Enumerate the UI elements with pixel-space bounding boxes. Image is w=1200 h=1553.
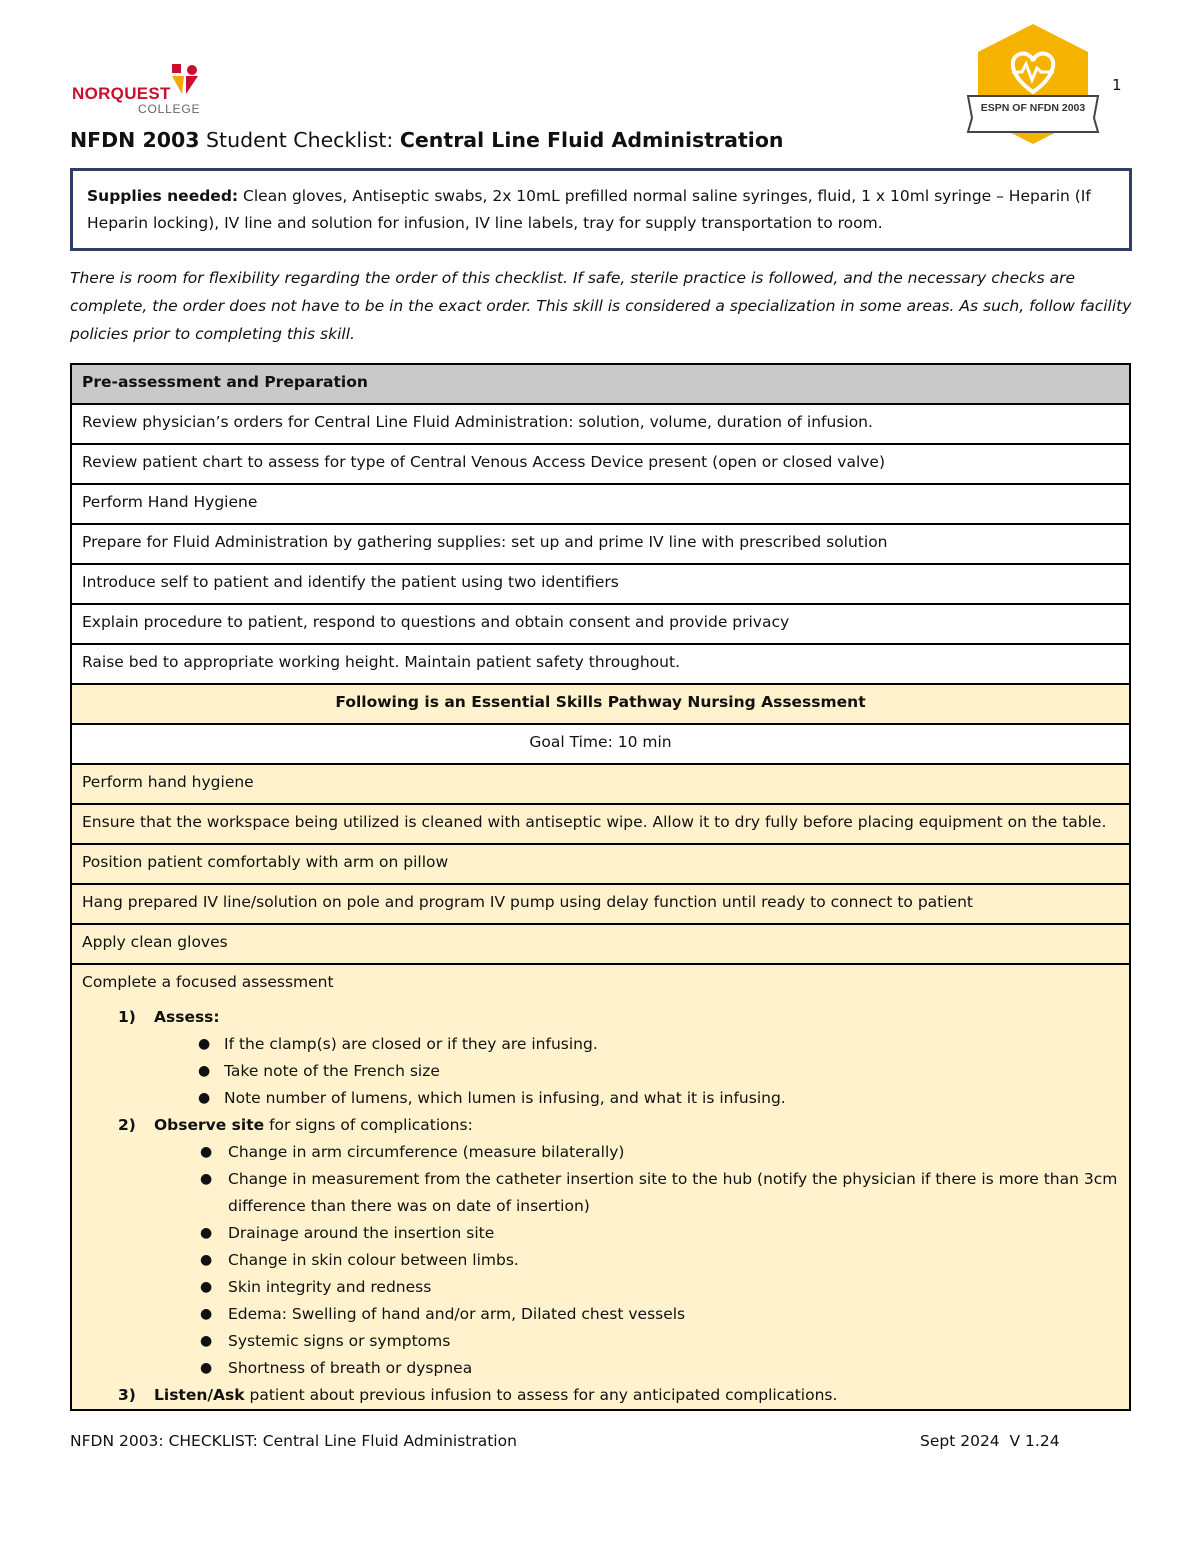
step-number: 1)	[118, 1008, 136, 1026]
bullet-icon: ●	[200, 1279, 213, 1295]
footer-version: Sept 2024 V 1.24	[920, 1432, 1060, 1450]
bullet-text: Change in skin colour between limbs.	[228, 1251, 519, 1269]
list-item	[154, 1031, 1119, 1058]
list-item	[154, 1274, 1119, 1301]
table-row	[71, 364, 1130, 404]
bullet-icon: ●	[200, 1360, 213, 1376]
table-row	[71, 564, 1130, 604]
list-item	[154, 1328, 1119, 1355]
title-middle: Student Checklist:	[199, 128, 400, 152]
title-topic: Central Line Fluid Administration	[399, 128, 784, 152]
assessment-steps	[82, 1004, 1119, 1409]
step-number: 2)	[118, 1116, 136, 1134]
list-item	[154, 1058, 1119, 1085]
checklist-table	[70, 363, 1131, 1411]
list-item	[154, 1247, 1119, 1274]
bullet-text: Change in measurement from the catheter insertion site to the hub (notify the physician if there is more than 3cm difference than there was on date of insertion)	[228, 1170, 1118, 1215]
table-row	[71, 404, 1130, 444]
bullet-icon: ●	[200, 1171, 213, 1187]
table-row	[71, 444, 1130, 484]
step-lead: Listen/Ask	[154, 1386, 245, 1404]
step-text: for signs of complications:	[264, 1116, 473, 1134]
goal-time: Goal Time: 10 min	[71, 724, 1130, 764]
list-item	[154, 1301, 1119, 1328]
checklist-item: Perform Hand Hygiene	[71, 484, 1130, 524]
footer-title: NFDN 2003: CHECKLIST: Central Line Fluid Administration	[70, 1432, 517, 1450]
table-row	[71, 604, 1130, 644]
step-text: patient about previous infusion to assess for any anticipated complications.	[244, 1386, 838, 1404]
table-row	[71, 764, 1130, 804]
list-item	[154, 1085, 1119, 1112]
page-number: 1	[1112, 76, 1122, 94]
norquest-logo	[72, 62, 207, 120]
step-lead: Assess:	[154, 1008, 220, 1026]
step-number: 3)	[118, 1386, 136, 1404]
step-lead: Observe site	[154, 1116, 265, 1134]
focused-assessment-cell	[71, 964, 1130, 1410]
table-row	[71, 924, 1130, 964]
checklist-item: Position patient comfortably with arm on pillow	[71, 844, 1130, 884]
list-item	[154, 1355, 1119, 1382]
assessment-step-1	[82, 1004, 1119, 1112]
bullet-icon: ●	[200, 1144, 213, 1160]
checklist-item: Ensure that the workspace being utilized is cleaned with antiseptic wipe. Allow it to dry fully before placing equipment on the table.	[71, 804, 1130, 844]
checklist-item: Prepare for Fluid Administration by gathering supplies: set up and prime IV line with prescribed solution	[71, 524, 1130, 564]
bullet-text: Drainage around the insertion site	[228, 1224, 495, 1242]
supplies-box	[70, 168, 1132, 251]
logo-wordmark: NORQUEST	[72, 84, 171, 103]
section-header-essential: Following is an Essential Skills Pathway Nursing Assessment	[71, 684, 1130, 724]
bullet-icon: ●	[200, 1252, 213, 1268]
intro-note: There is room for flexibility regarding the order of this checklist. If safe, sterile practice is followed, and the necessary checks are complete, the order does not have to be in the exact order. This skill is considered a specialization in some areas. As such, follow facility policies prior to completing this skill.	[70, 269, 1132, 343]
checklist-item: Hang prepared IV line/solution on pole and program IV pump using delay function until ready to connect to patient	[71, 884, 1130, 924]
bullet-text: Edema: Swelling of hand and/or arm, Dilated chest vessels	[228, 1305, 686, 1323]
step-2-bullets	[154, 1139, 1119, 1382]
table-row	[71, 964, 1130, 1410]
checklist-item: Apply clean gloves	[71, 924, 1130, 964]
bullet-text: If the clamp(s) are closed or if they are infusing.	[224, 1035, 598, 1053]
assessment-title: Complete a focused assessment	[82, 973, 334, 991]
title-course: NFDN 2003	[70, 128, 200, 152]
list-item	[154, 1220, 1119, 1247]
bullet-icon: ●	[198, 1090, 211, 1106]
bullet-icon: ●	[198, 1036, 211, 1052]
bullet-text: Systemic signs or symptoms	[228, 1332, 451, 1350]
badge-label: ESPN OF NFDN 2003	[980, 102, 1086, 114]
checklist-item: Raise bed to appropriate working height. Maintain patient safety throughout.	[71, 644, 1130, 684]
section-header-preassessment: Pre-assessment and Preparation	[71, 364, 1130, 404]
assessment-step-2	[82, 1112, 1119, 1382]
bullet-icon: ●	[200, 1333, 213, 1349]
checklist-item: Introduce self to patient and identify the patient using two identifiers	[71, 564, 1130, 604]
checklist-item: Explain procedure to patient, respond to questions and obtain consent and provide privacy	[71, 604, 1130, 644]
bullet-icon: ●	[200, 1306, 213, 1322]
checklist-item: Review physician’s orders for Central Line Fluid Administration: solution, volume, duration of infusion.	[71, 404, 1130, 444]
table-row	[71, 724, 1130, 764]
list-item	[154, 1139, 1119, 1166]
norquest-shield-icon	[170, 62, 200, 96]
step-1-bullets	[154, 1031, 1119, 1112]
heart-pulse-badge-icon	[960, 22, 1106, 150]
table-row	[71, 884, 1130, 924]
bullet-text: Shortness of breath or dyspnea	[228, 1359, 473, 1377]
assessment-step-3	[82, 1382, 1119, 1409]
list-item	[154, 1166, 1119, 1220]
table-row	[71, 484, 1130, 524]
bullet-icon: ●	[198, 1063, 211, 1079]
table-row	[71, 844, 1130, 884]
bullet-text: Change in arm circumference (measure bilaterally)	[228, 1143, 625, 1161]
supplies-text: Clean gloves, Antiseptic swabs, 2x 10mL prefilled normal saline syringes, fluid, 1 x 10ml syringe – Heparin (If Heparin locking), IV line and solution for infusion, IV line labels, tray for supply transportation to room.	[87, 187, 1091, 232]
table-row	[71, 804, 1130, 844]
supplies-label: Supplies needed:	[87, 187, 239, 205]
bullet-text: Skin integrity and redness	[228, 1278, 432, 1296]
logo-subword: COLLEGE	[138, 102, 201, 116]
table-row	[71, 644, 1130, 684]
bullet-text: Note number of lumens, which lumen is infusing, and what it is infusing.	[224, 1089, 786, 1107]
checklist-item: Review patient chart to assess for type of Central Venous Access Device present (open or closed valve)	[71, 444, 1130, 484]
espn-badge	[960, 22, 1106, 150]
table-row	[71, 524, 1130, 564]
page-title	[70, 128, 784, 152]
bullet-icon: ●	[200, 1225, 213, 1241]
bullet-text: Take note of the French size	[224, 1062, 440, 1080]
table-row	[71, 684, 1130, 724]
checklist-item: Perform hand hygiene	[71, 764, 1130, 804]
